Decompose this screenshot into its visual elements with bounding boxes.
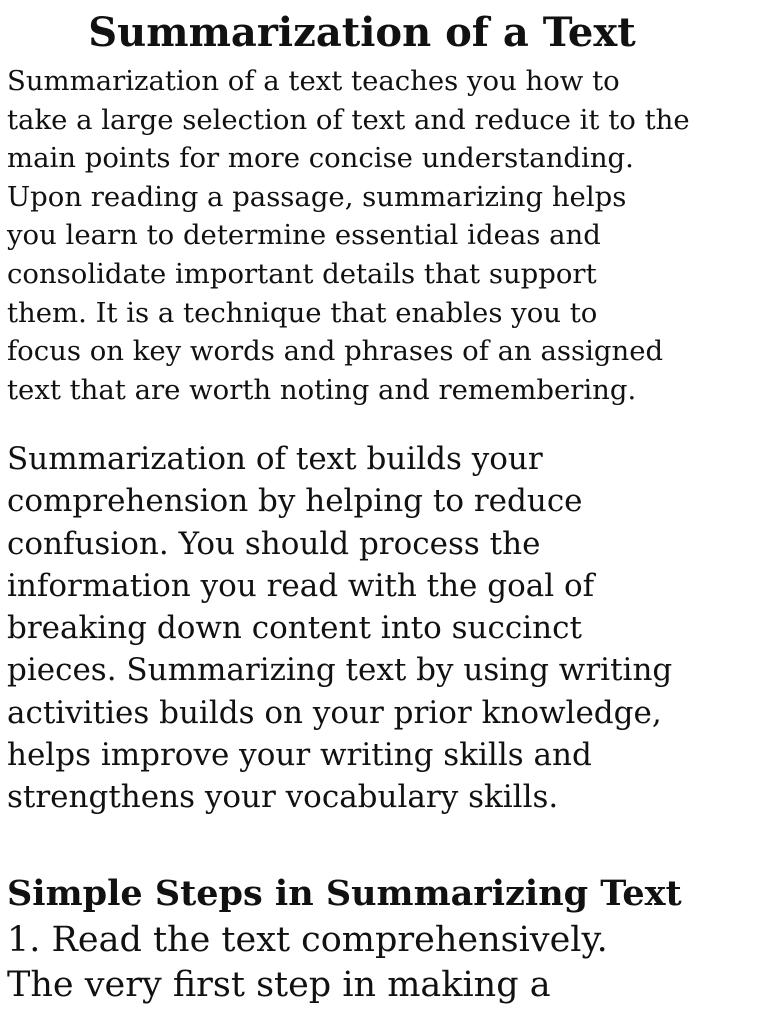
section-heading: Simple Steps in Summarizing Text bbox=[7, 873, 682, 914]
paragraph-line: you learn to determine essential ideas and bbox=[7, 219, 601, 252]
paragraph-line: breaking down content into succinct bbox=[7, 610, 582, 647]
paragraph-line: text that are worth noting and remembering. bbox=[7, 373, 637, 406]
paragraph-line: confusion. You should process the bbox=[7, 525, 541, 562]
paragraph-line: consolidate important details that support bbox=[7, 257, 597, 290]
paragraph-line: pieces. Summarizing text by using writing bbox=[7, 652, 673, 689]
paragraph-line: comprehension by helping to reduce bbox=[7, 483, 583, 520]
paragraph-line: take a large selection of text and reduce it to the bbox=[7, 103, 690, 136]
paragraph-line: Summarization of a text teaches you how to bbox=[7, 65, 620, 97]
paragraph-line: focus on key words and phrases of an assigned bbox=[7, 335, 664, 368]
paragraph-line: Upon reading a passage, summarizing helps bbox=[7, 180, 627, 213]
paragraph-line: helps improve your writing skills and bbox=[7, 737, 592, 774]
page-title: Summarization of a Text bbox=[88, 9, 636, 56]
paragraph-line: information you read with the goal of bbox=[7, 567, 595, 604]
step-1-text: The very first step in making a bbox=[7, 965, 551, 1005]
step-1-heading: 1. Read the text comprehensively. bbox=[7, 920, 608, 960]
paragraph-line: Summarization of text builds your bbox=[7, 441, 543, 477]
paragraph-line: main points for more concise understanding. bbox=[7, 142, 634, 175]
intro-paragraph bbox=[7, 62, 767, 409]
paragraph-line: them. It is a technique that enables you to bbox=[7, 296, 598, 329]
paragraph-line: activities builds on your prior knowledge, bbox=[7, 694, 662, 731]
paragraph-line: strengthens your vocabulary skills. bbox=[7, 779, 559, 816]
benefits-paragraph bbox=[7, 438, 767, 819]
